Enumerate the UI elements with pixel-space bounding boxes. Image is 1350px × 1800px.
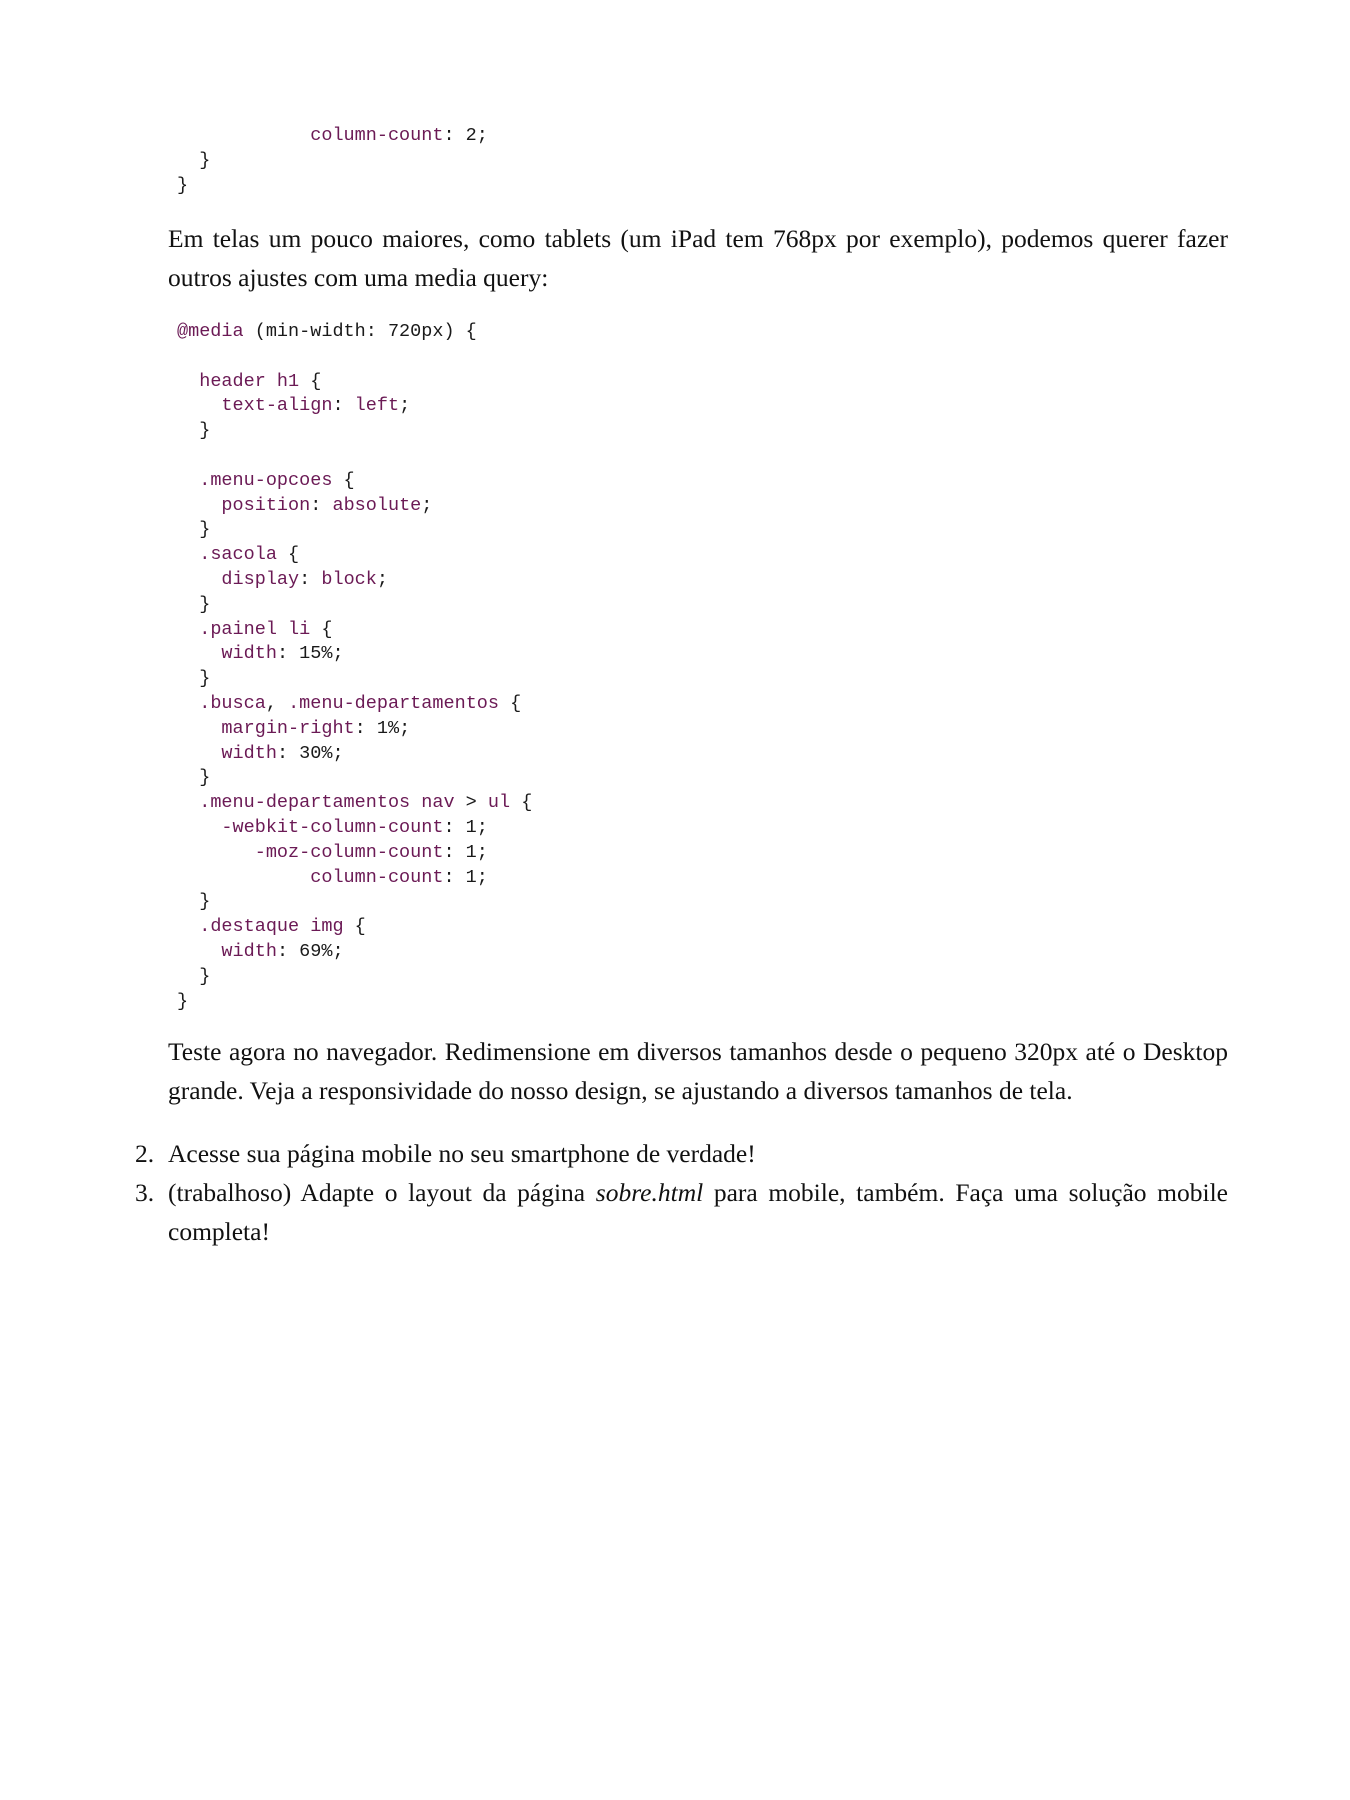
code-keyword: -moz-column-count xyxy=(254,841,444,863)
code-text: } xyxy=(199,767,211,789)
list-item-number: 2. xyxy=(135,1139,155,1168)
code-keyword: @media xyxy=(177,321,244,342)
code-line xyxy=(177,965,532,990)
code-line xyxy=(177,345,532,370)
code-text: : 1; xyxy=(443,816,488,838)
intro-paragraph: Em telas um pouco maiores, como tablets (um iPad tem 768px por exemplo), podemos querer fazer outros ajustes com uma media query: xyxy=(168,224,1228,292)
code-text: : 1; xyxy=(443,866,488,888)
list-item-3 xyxy=(135,1173,1228,1251)
code-keyword: .destaque img xyxy=(199,916,344,938)
list-item-text-after: para mobile, também. Faça uma solução mobile completa! xyxy=(168,1178,1228,1246)
code-text: { xyxy=(332,469,355,491)
code-line xyxy=(177,124,488,149)
code-line xyxy=(177,791,532,816)
code-text: ; xyxy=(376,568,388,590)
code-text: ; xyxy=(399,395,411,417)
code-text: : 30%; xyxy=(276,742,344,764)
code-line xyxy=(177,543,532,568)
code-text: , xyxy=(265,692,289,714)
list-item-number: 3. xyxy=(135,1178,155,1207)
code-keyword: text-align xyxy=(221,395,333,417)
code-keyword: left xyxy=(354,395,400,417)
code-keyword: ul xyxy=(487,792,511,814)
code-text: { xyxy=(510,792,533,814)
code-line xyxy=(177,518,532,543)
code-line xyxy=(177,444,532,469)
code-line xyxy=(177,866,532,891)
code-text: } xyxy=(199,519,211,541)
code-line xyxy=(177,174,488,199)
list-item-text-before: (trabalhoso) Adapte o layout da página xyxy=(168,1178,596,1207)
code-text: : 15%; xyxy=(276,643,344,665)
code-line xyxy=(177,370,532,395)
code-keyword: block xyxy=(321,568,377,590)
code-keyword: width xyxy=(221,940,277,962)
code-text: } xyxy=(177,990,189,1012)
code-keyword: width xyxy=(221,643,277,665)
code-text: { xyxy=(299,370,322,392)
code-keyword: absolute xyxy=(332,494,422,516)
code-line xyxy=(177,642,532,667)
code-line xyxy=(177,568,532,593)
code-line xyxy=(177,394,532,419)
code-text: } xyxy=(199,965,211,987)
code-text: } xyxy=(177,174,189,196)
code-line xyxy=(177,742,532,767)
code-keyword: position xyxy=(221,494,311,516)
filename-emphasis: sobre.html xyxy=(595,1178,704,1207)
code-line xyxy=(177,841,532,866)
code-text: } xyxy=(199,420,211,442)
code-keyword: column-count xyxy=(310,866,444,888)
code-line xyxy=(177,618,532,643)
code-keyword: .menu-departamentos xyxy=(288,692,499,714)
code-text: : 1%; xyxy=(354,717,411,739)
code-text: : 1; xyxy=(443,841,488,863)
code-text: { xyxy=(343,916,366,938)
code-line xyxy=(177,816,532,841)
code-text: } xyxy=(199,668,211,690)
code-text: ; xyxy=(421,494,433,516)
code-line xyxy=(177,915,532,940)
code-keyword: margin-right xyxy=(221,717,355,739)
code-block-top xyxy=(177,124,488,198)
code-text: : 2; xyxy=(443,125,488,146)
code-line xyxy=(177,692,532,717)
code-keyword: display xyxy=(221,568,300,590)
code-line xyxy=(177,320,532,345)
code-keyword: header h1 xyxy=(199,370,300,392)
test-paragraph: Teste agora no navegador. Redimensione em diversos tamanhos desde o pequeno 320px até o Desktop grande. Veja a responsividade do nosso design, se ajustando a diversos tamanhos de tela. xyxy=(168,1037,1228,1105)
code-line xyxy=(177,717,532,742)
code-line xyxy=(177,766,532,791)
code-text: > xyxy=(454,792,488,814)
code-text: } xyxy=(199,593,211,615)
list-item-text: Acesse sua página mobile no seu smartphone de verdade! xyxy=(168,1139,756,1168)
code-text: } xyxy=(199,891,211,913)
code-text: { xyxy=(276,544,300,566)
code-keyword: .painel li xyxy=(199,618,311,640)
code-keyword: .busca xyxy=(199,692,266,714)
code-line xyxy=(177,940,532,965)
code-text: (min-width: 720px) { xyxy=(243,321,477,342)
code-text: { xyxy=(499,692,522,714)
code-text: : xyxy=(310,494,333,516)
list-item-2 xyxy=(135,1134,1228,1173)
code-text: { xyxy=(310,618,333,640)
code-line xyxy=(177,990,532,1015)
code-keyword: .sacola xyxy=(199,544,277,566)
code-text: : 69%; xyxy=(276,940,344,962)
code-keyword: .menu-opcoes xyxy=(199,469,333,491)
code-text: } xyxy=(199,149,211,171)
code-line xyxy=(177,667,532,692)
code-keyword: column-count xyxy=(310,125,444,146)
code-line xyxy=(177,890,532,915)
code-line xyxy=(177,494,532,519)
code-keyword: -webkit-column-count xyxy=(221,816,444,838)
code-keyword: .menu-departamentos nav xyxy=(199,792,455,814)
code-line xyxy=(177,469,532,494)
code-text: : xyxy=(332,395,355,417)
code-line xyxy=(177,149,488,174)
code-line xyxy=(177,593,532,618)
code-text: : xyxy=(299,568,322,590)
code-block-media-query xyxy=(177,320,532,1014)
code-keyword: width xyxy=(221,742,277,764)
code-line xyxy=(177,419,532,444)
